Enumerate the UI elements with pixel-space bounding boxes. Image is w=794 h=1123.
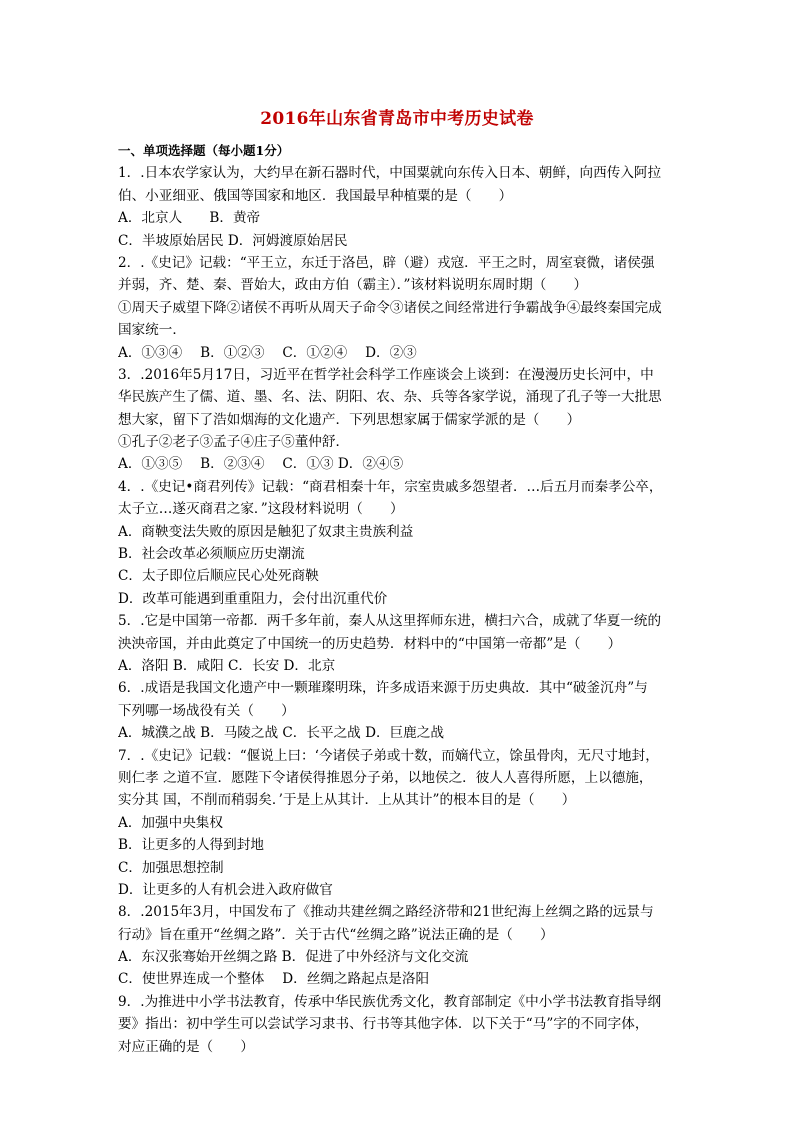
text-line: 对应正确的是（ ）	[118, 1038, 254, 1055]
text-line: D．让更多的人有机会进入政府做官	[118, 881, 333, 898]
question-text-block	[118, 140, 684, 1058]
text-line: A．①③⑤ B．②③④ C．①③ D．②④⑤	[118, 456, 404, 473]
text-line: 6．.成语是我国文化遗产中一颗璀璨明珠，许多成语来源于历史典故．其中“破釜沉舟”与	[118, 680, 648, 697]
text-line: C．使世界连成一个整体 D．丝绸之路起点是洛阳	[118, 971, 430, 988]
text-line: A．东汉张骞始开丝绸之路 B．促进了中外经济与文化交流	[118, 949, 469, 966]
text-line: 下列哪一场战役有关（ ）	[118, 702, 295, 719]
text-line: C．半坡原始居民 D．河姆渡原始居民	[118, 232, 348, 249]
text-line: 5．.它是中国第一帝都．两千多年前，秦人从这里挥师东进，横扫六合，成就了华夏一统的	[118, 613, 662, 630]
text-line: 3．.2016年5月17日，习近平在哲学社会科学工作座谈会上谈到：在漫漫历史长河中，中	[118, 366, 654, 383]
text-line: 并弱，齐、楚、秦、晋始大，政由方伯（霸主）．”该材料说明东周时期（ ）	[118, 277, 588, 294]
text-line: D．改革可能遇到重重阻力，会付出沉重代价	[118, 590, 388, 607]
text-line: 9．.为推进中小学书法教育，传承中华民族优秀文化，教育部制定《中小学书法教育指导纲	[118, 993, 662, 1010]
text-line: 泱泱帝国，并由此奠定了中国统一的历史趋势．材料中的“中国第一帝都”是（ ）	[118, 635, 622, 652]
text-line: 伯、小亚细亚、俄国等国家和地区．我国最早种植粟的是（ ）	[118, 187, 513, 204]
text-line: 实分其 国，不削而稍弱矣．’于是上从其计．上从其计”的根本目的是（ ）	[118, 792, 576, 809]
text-line: A．城濮之战 B．马陵之战 C．长平之战 D．巨鹿之战	[118, 725, 444, 742]
text-line: A．①③④ B．①②③ C．①②④ D．②③	[118, 344, 417, 361]
text-line: B．让更多的人得到封地	[118, 837, 264, 854]
text-line: 则仁孝 之道不宣．愿陛下令诸侯得推恩分子弟，以地侯之．彼人人喜得所愿，上以德施，	[118, 769, 653, 786]
text-line: 华民族产生了儒、道、墨、名、法、阴阳、农、杂、兵等各家学说，涌现了孔子等一大批思	[118, 389, 662, 406]
text-line: 4．.《史记•商君列传》记载：“商君相秦十年，宗室贵戚多怨望者．…后五月而秦孝公卒，	[118, 478, 663, 495]
text-line: A．北京人 B．黄帝	[118, 210, 261, 227]
text-line: 7．.《史记》记载：“偃说上曰：‘今诸侯子弟或十数，而嫡代立，馀虽骨肉，无尺寸地封，	[118, 747, 659, 764]
text-line: 1．.日本农学家认为，大约早在新石器时代，中国粟就向东传入日本、朝鲜，向西传入阿拉	[118, 165, 662, 182]
text-line: A．洛阳 B．咸阳 C．长安 D．北京	[118, 657, 336, 674]
text-line: 2．.《史记》记载：“平王立，东迁于洛邑，辟（避）戎寇．平王之时，周室衰微，诸侯强	[118, 254, 655, 271]
text-line: A．商鞅变法失败的原因是触犯了奴隶主贵族利益	[118, 523, 414, 540]
exam-title: 2016年山东省青岛市中考历史试卷	[260, 109, 534, 129]
text-line: ①周天子威望下降②诸侯不再听从周天子命令③诸侯之间经常进行争霸战争④最终秦国完成	[118, 299, 662, 316]
text-line: C．太子即位后顺应民心处死商鞅	[118, 568, 319, 585]
text-line: 想大家，留下了浩如烟海的文化遗产．下列思想家属于儒家学派的是（ ）	[118, 411, 581, 428]
text-line: B．社会改革必须顺应历史潮流	[118, 546, 305, 563]
text-line: 太子立…遂灭商君之家．”这段材料说明（ ）	[118, 501, 404, 518]
text-line: A．加强中央集权	[118, 814, 223, 831]
text-line: 要》指出：初中学生可以尝试学习隶书、行书等其他字体．以下关于“马”字的不同字体，	[118, 1016, 649, 1033]
text-line: C．加强思想控制	[118, 859, 224, 876]
text-line: 行动》旨在重开“丝绸之路”．关于古代“丝绸之路”说法正确的是（ ）	[118, 926, 554, 943]
text-line: 8．.2015年3月，中国发布了《推动共建丝绸之路经济带和21世纪海上丝绸之路的远景与	[118, 904, 654, 921]
text-line: 国家统一．	[118, 322, 186, 339]
section-heading: 一、单项选择题（每小题1分）	[118, 143, 290, 158]
text-line: ①孔子②老子③孟子④庄子⑤董仲舒．	[118, 434, 350, 451]
